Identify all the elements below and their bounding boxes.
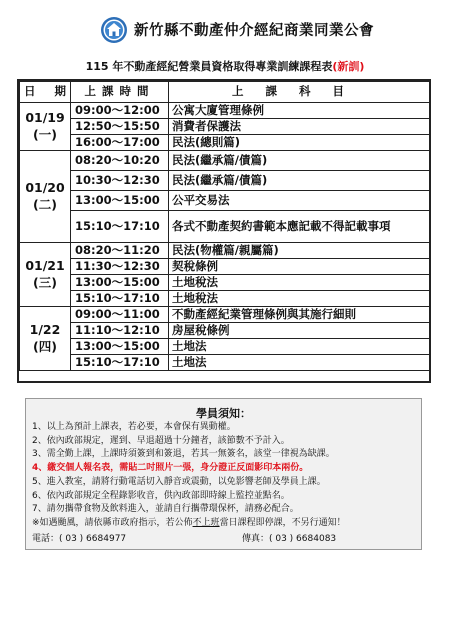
header-subject: 上課科目: [169, 82, 430, 103]
subject-cell: 民法(物權篇/親屬篇): [169, 243, 430, 259]
weekday-label: (一): [33, 126, 57, 142]
subject-cell: 各式不動產契約書範本應記載不得記載事項: [169, 211, 430, 243]
schedule-title-main: 115 年不動產經紀營業員資格取得專業訓練課程表: [85, 60, 333, 73]
subject-cell: 土地稅法: [169, 291, 430, 307]
time-cell: 13:00～15:00: [71, 191, 169, 211]
subject-cell: 契稅條例: [169, 259, 430, 275]
subject-cell: 土地法: [169, 339, 430, 355]
organization-name: 新竹縣不動產仲介經紀商業同業公會: [134, 23, 374, 39]
time-cell: 12:50～15:50: [71, 119, 169, 135]
table-row: [20, 135, 430, 151]
subject-cell: 消費者保護法: [169, 119, 430, 135]
table-row: [20, 259, 430, 275]
date-cell: [20, 103, 71, 151]
subject-cell: 房屋稅條例: [169, 323, 430, 339]
table-row: [20, 243, 430, 259]
time-cell: 16:00～17:00: [71, 135, 169, 151]
date-label: 01/21: [25, 257, 65, 273]
date-label: 01/20: [25, 179, 65, 195]
header: [0, 14, 450, 46]
table-row: [20, 151, 430, 171]
schedule-title-tag: (新訓): [332, 60, 365, 73]
weekday-label: (二): [33, 196, 57, 212]
notice-list: [32, 421, 418, 531]
notice-title: 學員須知：: [196, 407, 251, 420]
notice-item: 1、以上為預計上課表，若必要，本會保有異動權。: [32, 422, 236, 432]
table-row: [20, 103, 430, 119]
date-cell: [20, 307, 71, 371]
date-cell: [20, 151, 71, 243]
time-cell: 13:00～15:00: [71, 339, 169, 355]
time-cell: 08:20～10:20: [71, 151, 169, 171]
time-cell: 09:00～11:00: [71, 307, 169, 323]
table-row: [20, 191, 430, 211]
time-cell: 11:10～12:10: [71, 323, 169, 339]
date-cell: [20, 243, 71, 307]
weekday-label: (四): [33, 338, 57, 354]
notice-item: 3、需全勤上課，上課時須簽到和簽退，若其一無簽名，該堂一律視為缺課。: [32, 449, 335, 460]
subject-cell: 民法(總則篇): [169, 135, 430, 151]
time-cell: 08:20～11:20: [71, 243, 169, 259]
subject-cell: 土地法: [169, 355, 430, 371]
subject-cell: 民法(繼承篇/債篇): [169, 171, 430, 191]
time-cell: 11:30～12:30: [71, 259, 169, 275]
notice-item-required-documents: 4、繳交個人報名表，需貼二吋照片一張，身分證正反面影印本兩份。: [32, 463, 309, 474]
table-row: [20, 119, 430, 135]
notice-item: 5、進入教室，請將行動電話切入靜音或震動，以免影響老師及學員上課。: [32, 476, 326, 487]
notice-item: 2、依內政部規定，遲到、早退超過十分鐘者，該節數不予計入。: [32, 435, 290, 446]
association-logo-icon: [100, 16, 128, 44]
weekday-label: (三): [33, 274, 57, 290]
typhoon-notice-underlined: 不上班: [192, 517, 220, 528]
notice-item: 7、請勿攜帶食物及飲料進入，並請自行攜帶環保杯，請務必配合。: [32, 504, 299, 515]
subject-cell: 公寓大廈管理條例: [169, 103, 430, 119]
fax-number: 傳真：( 03 ) 6684083: [242, 534, 337, 544]
table-row: [20, 171, 430, 191]
student-notice-box: [25, 398, 422, 550]
subject-cell: 土地稅法: [169, 275, 430, 291]
schedule-title: [0, 58, 450, 74]
contact-info: [32, 531, 418, 544]
table-row: [20, 339, 430, 355]
notice-item: 6、依內政部規定全程錄影收音，供內政部即時線上監控並點名。: [32, 490, 290, 501]
table-header-row: [20, 82, 430, 103]
time-cell: 09:00～12:00: [71, 103, 169, 119]
table-row: [20, 275, 430, 291]
time-cell: 15:10～17:10: [71, 355, 169, 371]
phone-number: 電話：( 03 ) 6684977: [32, 534, 127, 544]
time-cell: 13:00～15:00: [71, 275, 169, 291]
table-row: [20, 211, 430, 243]
time-cell: 15:10～17:10: [71, 291, 169, 307]
typhoon-notice-post: 當日課程即停課，不另行通知！: [219, 517, 346, 528]
subject-cell: 公平交易法: [169, 191, 430, 211]
table-row: [20, 323, 430, 339]
schedule-table: [19, 81, 430, 371]
typhoon-notice: [32, 517, 418, 531]
time-cell: 10:30～12:30: [71, 171, 169, 191]
table-row: [20, 291, 430, 307]
header-date: 日期: [20, 82, 71, 103]
schedule-frame: [17, 79, 431, 383]
date-label: 1/22: [29, 321, 61, 337]
table-row: [20, 307, 430, 323]
header-time: 上課時間: [71, 82, 169, 103]
time-cell: 15:10～17:10: [71, 211, 169, 243]
typhoon-notice-pre: ※如遇颱風，請依縣市政府指示，若公佈: [32, 517, 193, 528]
subject-cell: 民法(繼承篇/債篇): [169, 151, 430, 171]
table-row: [20, 355, 430, 371]
date-label: 01/19: [25, 109, 65, 125]
subject-cell: 不動產經紀業管理條例與其施行細則: [169, 307, 430, 323]
